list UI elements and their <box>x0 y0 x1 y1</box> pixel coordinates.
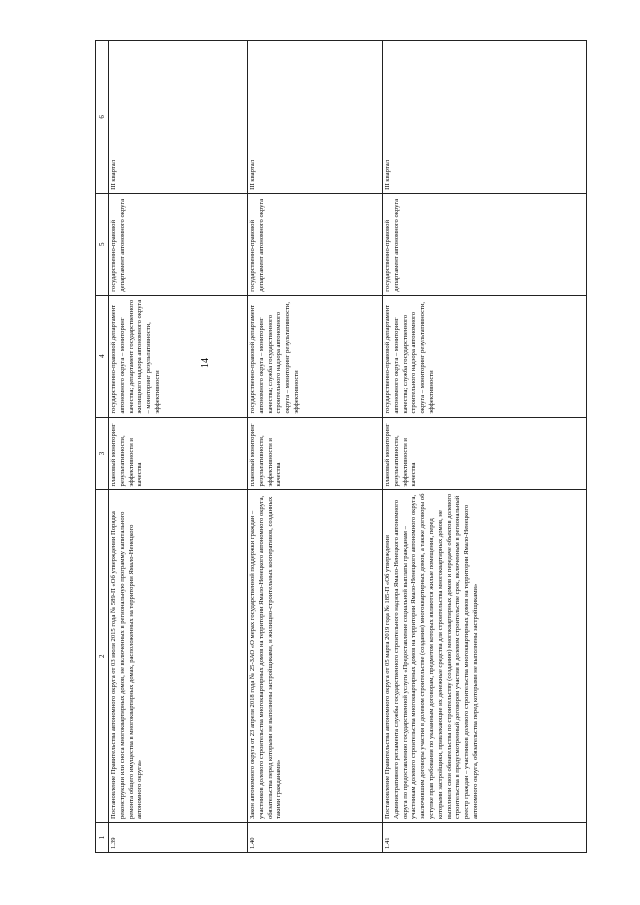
row-number: 1.39 <box>109 822 248 852</box>
responsible: государственно-правовой департамент автономного округа <box>248 193 383 295</box>
monitoring-type: плановый мониторинг результативности, эффективности и качества <box>109 417 248 490</box>
term: III квартал <box>109 40 248 193</box>
row-number: 1.41 <box>383 822 587 852</box>
page-number: 14 <box>200 358 211 368</box>
participants: государственно-правовой департамент автономного округа – мониторинг качества; департамент государственного жилищного надзора автономного округа – мониторинг результативности, эффективности <box>109 295 248 417</box>
header-col-5: 5 <box>95 193 109 295</box>
header-col-1: 1 <box>95 822 109 852</box>
act-title: Постановление Правительства автономного округа от 03 июля 2015 года № 589-П «Об утверждении Порядка реконструкции или сноса многоквартирных домов, не включенных в региональную программу капитального ремонта общего имущества в многоквартирных домах, расположенных на территории Ямало-Ненецкого автономного округа» <box>109 489 248 822</box>
table-row <box>383 40 587 853</box>
responsible: государственно-правовой департамент автономного округа <box>383 193 587 295</box>
header-col-3: 3 <box>95 417 109 490</box>
table-row <box>248 40 383 853</box>
act-title: Постановление Правительства автономного округа от 05 марта 2019 года № 185-П «Об утверждении Административного регламента службы государственного строительного надзора Ямало-Ненецкого автономного округа по предоставлению государственной услуги «Предоставление социальной выплаты гражданам – участникам долевого строительства многоквартирных домов на территории Ямало-Ненецкого автономного округа, заключившим договоры участия в долевом строительстве (создании) многоквартирных домов, а также договоры об уступке прав требования по указанным договорам, предметом которых являются жилые помещения, перед которыми застройщики, привлекающие их денежные средства для строительства многоквартирных домов, не выполнили свои обязательства по строительству (созданию) многоквартирных домов и передаче объектов долевого строительства в предусмотренный договором участия в долевом строительстве срок, включенным в региональный реестр граждан – участников долевого строительства многоквартирных домов на территории Ямало-Ненецкого автономного округа, обязательства перед которыми не выполнены застройщиками» <box>383 489 587 822</box>
monitoring-plan-table <box>95 40 587 853</box>
participants: государственно-правовой департамент автономного округа – мониторинг качества; служба государственного строительного надзора автономного округа – мониторинг результативности, эффективности <box>383 295 587 417</box>
term: III квартал <box>248 40 383 193</box>
table-header <box>95 40 109 853</box>
act-title: Закон автономного округа от 23 апреля 2018 года № 25-ЗАО «О мерах государственной поддержки граждан – участников долевого строительства многоквартирных домов на территории Ямало-Ненецкого автономного округа, обязательства перед которыми не выполнены застройщиками, и жилищно-строительных кооперативов, созданных такими гражданами» <box>248 489 383 822</box>
header-col-6: 6 <box>95 40 109 193</box>
participants: государственно-правовой департамент автономного округа – мониторинг качества; служба государственного строительного надзора автономного округа – мониторинг результативности, эффективности <box>248 295 383 417</box>
header-col-2: 2 <box>95 489 109 822</box>
table-row <box>109 40 248 853</box>
row-number: 1.40 <box>248 822 383 852</box>
monitoring-type: плановый мониторинг результативности, эффективности и качества <box>383 417 587 490</box>
monitoring-type: плановый мониторинг результативности, эффективности и качества <box>248 417 383 490</box>
term: III квартал <box>383 40 587 193</box>
responsible: государственно-правовой департамент автономного округа <box>109 193 248 295</box>
header-col-4: 4 <box>95 295 109 417</box>
